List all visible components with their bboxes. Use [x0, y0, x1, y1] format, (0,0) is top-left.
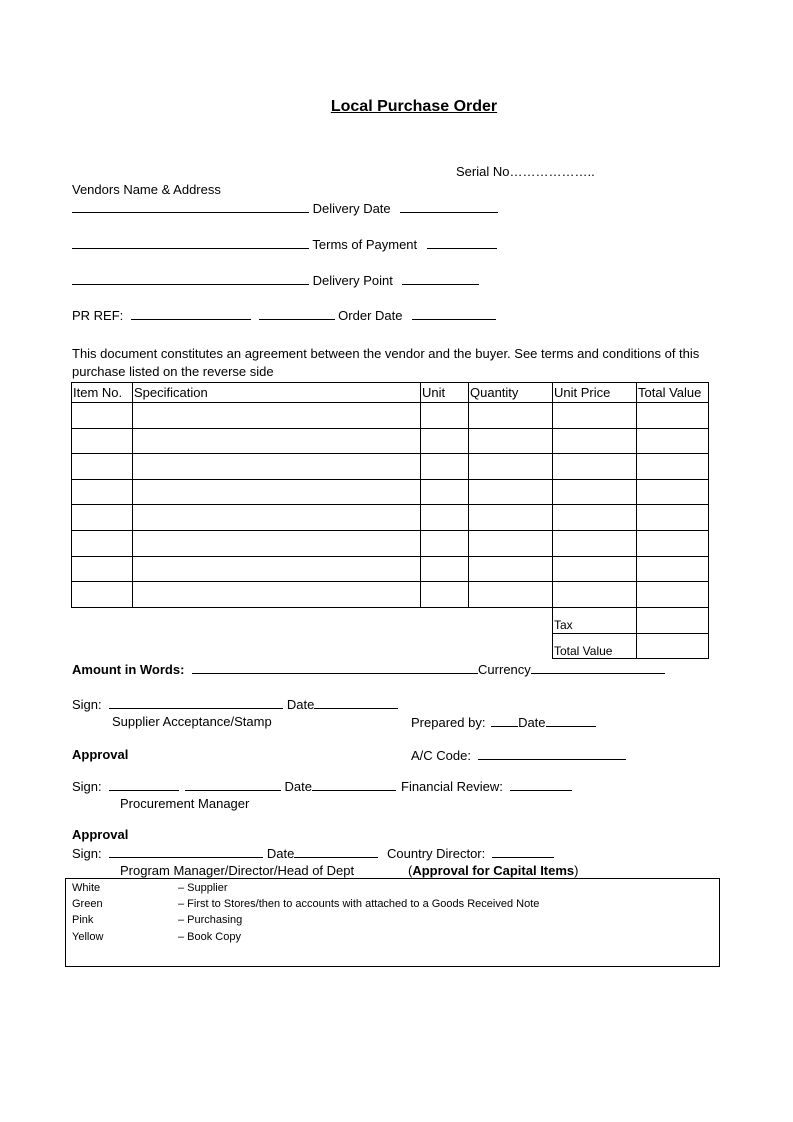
table-row-divider — [71, 556, 709, 557]
supplier-date-line[interactable] — [314, 696, 398, 709]
tax-label: Tax — [554, 618, 573, 632]
procurement-sign-line[interactable] — [109, 778, 179, 791]
procurement-sign-row — [72, 778, 396, 795]
legend-description: – Book Copy — [178, 931, 241, 943]
approval-heading-1: Approval — [72, 747, 129, 762]
legend-color-label: White — [72, 882, 101, 894]
prepared-by-row — [411, 714, 596, 731]
vendor-address-line-1[interactable] — [72, 236, 309, 249]
vendor-label: Vendors Name & Address — [72, 182, 221, 197]
approval-capital-note: (Approval for Capital Items) — [408, 863, 579, 878]
ac-code-line[interactable] — [478, 747, 626, 760]
table-border — [71, 382, 72, 608]
prepared-by-label: Prepared by: — [411, 715, 486, 730]
table-row-divider — [71, 428, 709, 429]
ac-code-row — [411, 747, 626, 764]
pr-ref-line[interactable] — [131, 307, 251, 320]
table-row-divider — [71, 402, 709, 403]
financial-review-row — [401, 778, 572, 795]
director-sign-row — [72, 845, 378, 862]
serial-no: Serial No……………….. — [456, 164, 595, 179]
pr-ref-line-2[interactable] — [259, 307, 335, 320]
prepared-by-line[interactable] — [491, 714, 518, 727]
sign-label: Sign: — [72, 779, 102, 794]
prepared-date-label: Date — [518, 715, 546, 730]
header-unit-price: Unit Price — [554, 385, 611, 400]
supplier-acceptance-label: Supplier Acceptance/Stamp — [112, 714, 272, 729]
header-unit: Unit — [422, 385, 446, 400]
vendor-row-1 — [72, 200, 498, 217]
approval-capital-label: Approval for Capital Items — [412, 863, 575, 878]
amount-words-row — [72, 661, 665, 678]
country-director-label: Country Director: — [387, 846, 486, 861]
terms-payment-label: Terms of Payment — [312, 237, 418, 252]
vendor-name-line[interactable] — [72, 200, 309, 213]
legend-description: – Purchasing — [178, 914, 243, 926]
table-row-divider — [71, 453, 709, 454]
delivery-date-label: Delivery Date — [312, 201, 391, 216]
country-director-row — [387, 845, 554, 862]
table-row-divider — [552, 633, 709, 634]
legend-item — [72, 913, 243, 927]
table-col-divider — [552, 382, 553, 659]
legend-item — [72, 930, 241, 944]
amount-words-label: Amount in Words: — [72, 662, 185, 677]
ac-code-label: A/C Code: — [411, 748, 471, 763]
vendor-address-line-2[interactable] — [72, 272, 309, 285]
currency-line[interactable] — [531, 661, 665, 674]
vendor-row-3 — [72, 272, 479, 289]
procurement-manager-label: Procurement Manager — [120, 796, 250, 811]
legend-description: – First to Stores/then to accounts with attached to a Goods Received Note — [178, 898, 540, 910]
total-value-label: Total Value — [554, 644, 613, 658]
sign-label: Sign: — [72, 846, 102, 861]
table-row-divider — [71, 479, 709, 480]
page-title: Local Purchase Order — [330, 98, 498, 115]
table-row-divider — [71, 581, 709, 582]
table-col-divider — [420, 382, 421, 608]
director-sign-line[interactable] — [109, 845, 263, 858]
table-border — [71, 607, 709, 608]
amount-words-line[interactable] — [192, 661, 478, 674]
header-quantity: Quantity — [470, 385, 519, 400]
country-director-line[interactable] — [492, 845, 554, 858]
sign-label: Sign: — [72, 697, 102, 712]
header-specification: Specification — [134, 385, 208, 400]
terms-payment-line[interactable] — [427, 236, 497, 249]
header-total-value: Total Value — [638, 385, 702, 400]
table-col-divider — [468, 382, 469, 608]
table-col-divider — [636, 382, 637, 659]
vendor-row-2 — [72, 236, 497, 253]
supplier-sign-line[interactable] — [109, 696, 283, 709]
legend-color-label: Green — [72, 898, 103, 910]
currency-label: Currency — [478, 662, 531, 677]
delivery-point-label: Delivery Point — [312, 273, 393, 288]
pr-ref-label: PR REF: — [72, 308, 124, 323]
copy-distribution-legend — [65, 878, 720, 967]
order-date-line[interactable] — [412, 307, 496, 320]
procurement-date-line[interactable] — [312, 778, 396, 791]
approval-heading-2: Approval — [72, 827, 129, 842]
director-date-line[interactable] — [294, 845, 378, 858]
date-label: Date — [266, 846, 295, 861]
delivery-date-line[interactable] — [400, 200, 498, 213]
program-manager-label: Program Manager/Director/Head of Dept — [120, 863, 355, 878]
table-col-divider — [132, 382, 133, 608]
table-row-divider — [71, 530, 709, 531]
date-label: Date — [284, 779, 312, 794]
supplier-sign-row — [72, 696, 398, 713]
financial-review-label: Financial Review: — [401, 779, 503, 794]
agreement-text-2: purchase listed on the reverse side — [72, 364, 274, 379]
legend-description: – Supplier — [178, 882, 228, 894]
table-border — [71, 382, 709, 383]
table-row-divider — [71, 504, 709, 505]
legend-item — [72, 897, 540, 911]
date-label: Date — [286, 697, 315, 712]
procurement-sign-line-2[interactable] — [185, 778, 281, 791]
header-item-no: Item No. — [73, 385, 123, 400]
order-date-label: Order Date — [338, 308, 403, 323]
legend-item — [72, 881, 228, 895]
agreement-text-1: This document constitutes an agreement between the vendor and the buyer. See terms and conditions of this — [72, 346, 700, 361]
legend-color-label: Pink — [72, 914, 94, 926]
pr-ref-row — [72, 307, 496, 324]
financial-review-line[interactable] — [510, 778, 572, 791]
prepared-date-line[interactable] — [546, 714, 596, 727]
delivery-point-line[interactable] — [402, 272, 479, 285]
table-border — [708, 382, 709, 659]
legend-color-label: Yellow — [72, 931, 104, 943]
